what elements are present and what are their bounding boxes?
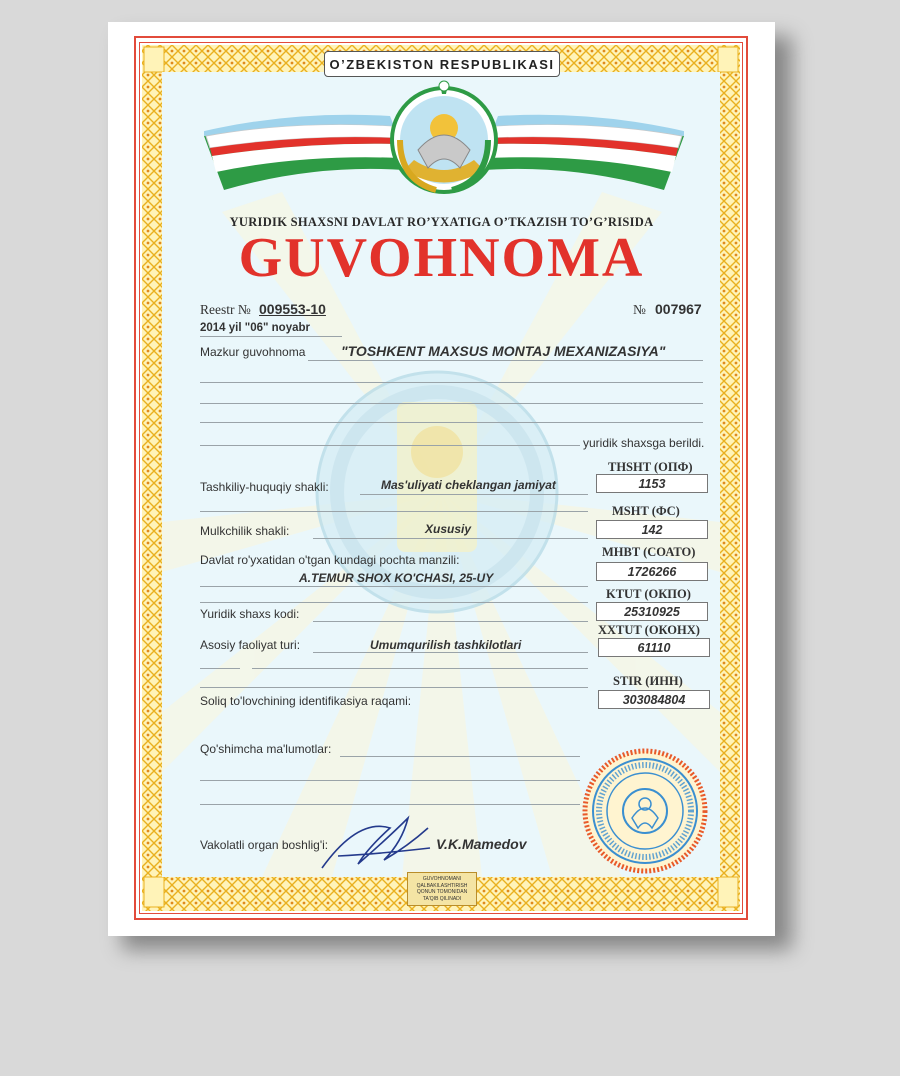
ownership-value: Xususiy bbox=[425, 522, 472, 536]
legal-code-label: Yuridik shaxs kodi: bbox=[200, 607, 300, 621]
rule-line bbox=[200, 602, 588, 603]
rule-line bbox=[360, 494, 588, 495]
badge-line: QONUN TOMONIDAN bbox=[416, 889, 468, 895]
rule-line bbox=[200, 668, 240, 669]
badge-line: GUVOHNOMANI bbox=[422, 876, 462, 882]
rule-line bbox=[200, 780, 580, 781]
badge-line: QALBAKILASHTIRISH bbox=[416, 882, 468, 889]
ownership-label: Mulkchilik shakli: bbox=[200, 524, 290, 538]
company-name: "TOSHKENT MAXSUS MONTAJ MEXANIZASIYA" bbox=[341, 343, 666, 359]
rule-line bbox=[200, 687, 588, 688]
legal-form-label: Tashkiliy-huquqiy shakli: bbox=[200, 480, 329, 494]
republic-label: O’ZBEKISTON RESPUBLIKASI bbox=[324, 51, 560, 77]
code-value-xxtut: 61110 bbox=[598, 638, 710, 657]
code-value-thsht: 1153 bbox=[596, 474, 708, 493]
reestr-label: Reestr № bbox=[200, 302, 251, 317]
issue-date: 2014 yil "06" noyabr bbox=[200, 322, 310, 334]
rule-line bbox=[200, 445, 580, 446]
code-label-ktut: KTUT (ОКПО) bbox=[606, 587, 691, 601]
rule-line bbox=[308, 360, 703, 361]
address-label: Davlat ro'yxatidan o'tgan kundagi pochta manzili: bbox=[200, 553, 460, 567]
anti-counterfeit-badge bbox=[407, 872, 477, 906]
rule-line bbox=[313, 652, 588, 653]
code-label-stir: STIR (ИНН) bbox=[613, 674, 683, 688]
rule-line bbox=[200, 511, 588, 512]
rule-line bbox=[200, 403, 703, 404]
issued-suffix: yuridik shaxsga berildi. bbox=[583, 436, 705, 450]
address-value: A.TEMUR SHOX KO'CHASI, 25-UY bbox=[299, 571, 494, 585]
rule-line bbox=[313, 538, 588, 539]
signature-icon bbox=[318, 798, 438, 878]
code-label-xxtut: XXTUT (ОКОНХ) bbox=[598, 623, 700, 637]
state-emblem-icon bbox=[204, 80, 684, 220]
code-value-mhbt: 1726266 bbox=[596, 562, 708, 581]
legal-form-value: Mas'uliyati cheklangan jamiyat bbox=[381, 478, 556, 492]
rule-line bbox=[313, 621, 588, 622]
certificate-sheet bbox=[108, 22, 775, 936]
rule-line bbox=[200, 586, 588, 587]
certificate-subtitle: YURIDIK SHAXSNI DAVLAT RO’YXATIGA O’TKAZISH TO’G’RISIDA bbox=[229, 215, 654, 229]
activity-label: Asosiy faoliyat turi: bbox=[200, 638, 301, 652]
code-label-thsht: THSHT (ОПФ) bbox=[608, 460, 693, 474]
rule-line bbox=[200, 382, 703, 383]
rule-line bbox=[340, 756, 580, 757]
official-label: Vakolatli organ boshlig'i: bbox=[200, 838, 329, 852]
number-label: № bbox=[633, 302, 646, 317]
rule-line bbox=[252, 668, 588, 669]
certificate-title: GUVOHNOMA bbox=[238, 227, 645, 289]
seal-stamp-icon bbox=[582, 748, 708, 874]
additional-label: Qo'shimcha ma'lumotlar: bbox=[200, 742, 332, 756]
code-label-msht: MSHT (ФС) bbox=[612, 504, 680, 518]
tin-label: Soliq to'lovchining identifikasiya raqami: bbox=[200, 694, 412, 708]
number-value: 007967 bbox=[655, 301, 702, 317]
date-underline bbox=[200, 336, 342, 337]
issued-label: Mazkur guvohnoma bbox=[200, 345, 306, 359]
code-value-ktut: 25310925 bbox=[596, 602, 708, 621]
code-label-mhbt: MHBT (СОАТО) bbox=[602, 545, 696, 559]
rule-line bbox=[200, 422, 703, 423]
activity-value: Umumqurilish tashkilotlari bbox=[370, 638, 522, 652]
official-name: V.K.Mamedov bbox=[436, 836, 527, 852]
code-value-stir: 303084804 bbox=[598, 690, 710, 709]
code-value-msht: 142 bbox=[596, 520, 708, 539]
badge-line: TA'QIB QILINADI bbox=[422, 895, 462, 902]
reestr-value: 009553-10 bbox=[259, 301, 326, 317]
